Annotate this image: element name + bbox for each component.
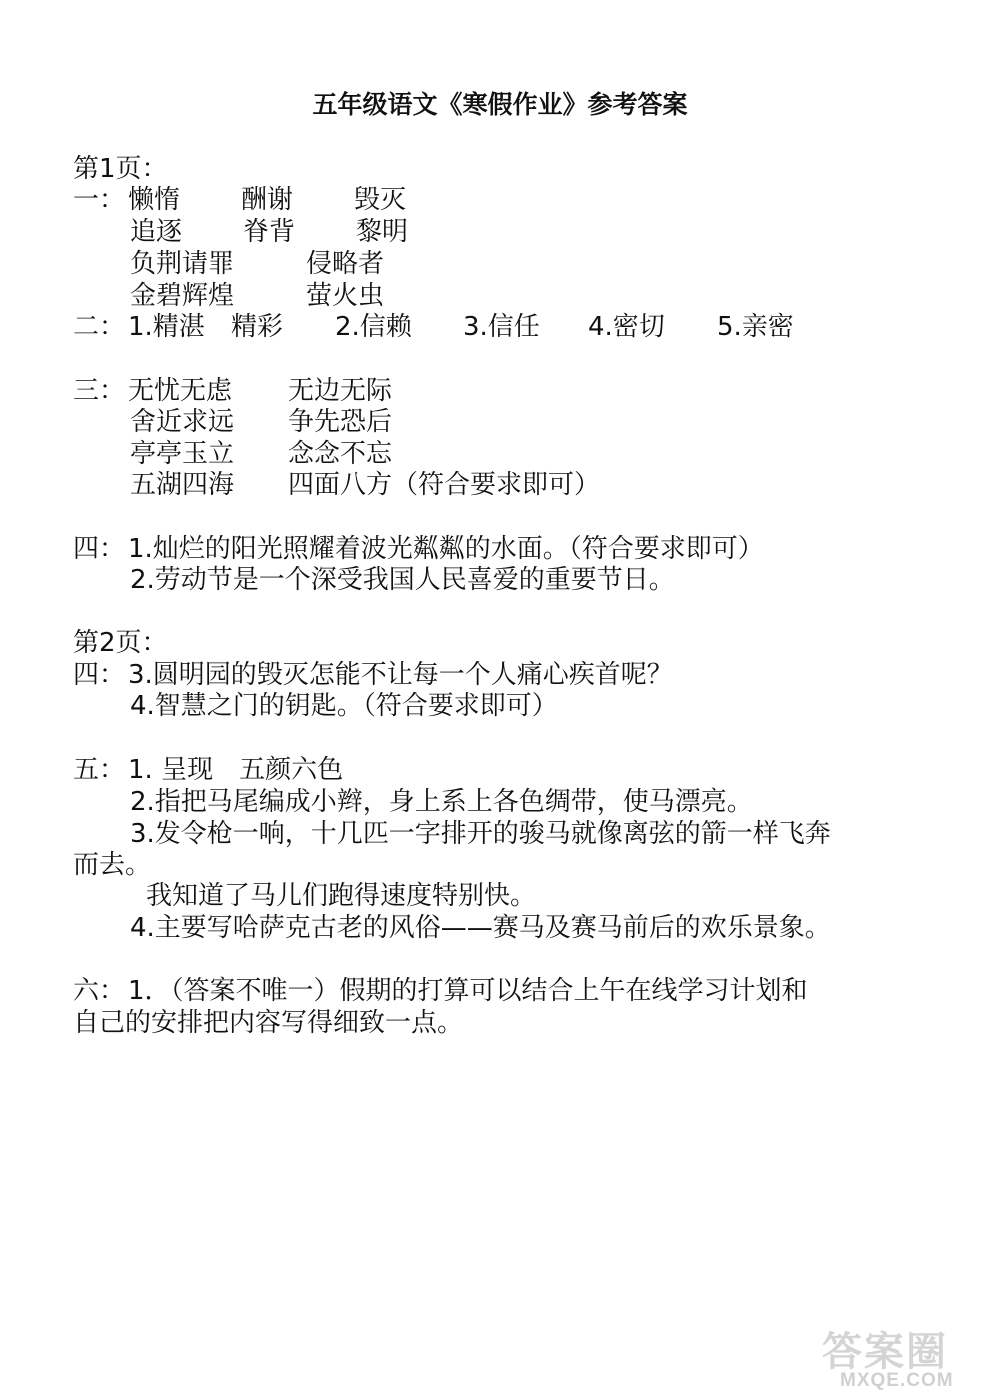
q4-label: 四： [73, 534, 126, 564]
q1-word: 黎明 [356, 217, 409, 247]
q2-label: 二： [73, 312, 126, 342]
q4-answer: 4.智慧之门的钥匙。（符合要求即可） [130, 691, 558, 721]
q2-item: 3.信任 [463, 312, 540, 342]
q6-answer: 自己的安排把内容写得细致一点。 [73, 1008, 464, 1038]
q1-word: 金碧辉煌 [130, 281, 235, 311]
q5-answer: 4.主要写哈萨克古老的风俗——赛马及赛马前后的欢乐景象。 [130, 913, 831, 943]
watermark-url: MXQE.COM [840, 1370, 954, 1391]
q3-idiom: 争先恐后 [288, 407, 393, 437]
q2-item: 精彩 [231, 312, 284, 342]
q2-item: 2.信赖 [335, 312, 412, 342]
q1-word: 毁灭 [354, 185, 407, 215]
q3-idiom: 无边无际 [288, 376, 393, 406]
watermark [822, 1330, 994, 1392]
q1-word: 酬谢 [241, 185, 294, 215]
q5-answer: 1. 呈现 五颜六色 [128, 755, 344, 785]
q3-idiom: 念念不忘 [288, 439, 393, 469]
q1-word: 追逐 [130, 217, 183, 247]
q5-label: 五： [73, 755, 126, 785]
page-title: 五年级语文《寒假作业》参考答案 [312, 90, 688, 119]
q2-item: 1.精湛 [128, 312, 205, 342]
q3-label: 三： [73, 376, 126, 406]
q1-label: 一： [73, 185, 126, 215]
q1-word: 萤火虫 [306, 281, 385, 311]
q6-label: 六： [73, 976, 126, 1006]
q4-answer: 1.灿烂的阳光照耀着波光粼粼的水面。（符合要求即可） [128, 534, 764, 564]
q1-word: 懒惰 [128, 185, 181, 215]
q4-label: 四： [73, 660, 126, 690]
watermark-logo-text: 答案圈 [822, 1329, 948, 1375]
q3-idiom: 舍近求远 [130, 407, 235, 437]
q1-word: 负荆请罪 [130, 249, 235, 279]
q5-answer: 而去。 [73, 850, 152, 880]
q5-answer: 2.指把马尾编成小辫，身上系上各色绸带，使马漂亮。 [130, 787, 753, 817]
q3-idiom: 无忧无虑 [128, 376, 233, 406]
q5-answer: 3.发令枪一响，十几匹一字排开的骏马就像离弦的箭一样飞奔 [130, 819, 831, 849]
q4-answer: 3.圆明园的毁灭怎能不让每一个人痛心疾首呢？ [128, 660, 673, 690]
q4-answer: 2.劳动节是一个深受我国人民喜爱的重要节日。 [130, 565, 675, 595]
q5-answer: 我知道了马儿们跑得速度特别快。 [146, 881, 537, 911]
page2-heading: 第2页： [73, 628, 168, 658]
page1-heading: 第1页： [73, 154, 168, 184]
q3-idiom: 亭亭玉立 [130, 439, 235, 469]
q1-word: 侵略者 [306, 249, 385, 279]
q3-idiom: 五湖四海 [130, 470, 235, 500]
q6-answer: 1．（答案不唯一）假期的打算可以结合上午在线学习计划和 [128, 976, 808, 1006]
q1-word: 脊背 [243, 217, 296, 247]
q2-item: 5.亲密 [717, 312, 794, 342]
q3-idiom: 四面八方（符合要求即可） [288, 470, 601, 500]
q2-item: 4.密切 [588, 312, 665, 342]
